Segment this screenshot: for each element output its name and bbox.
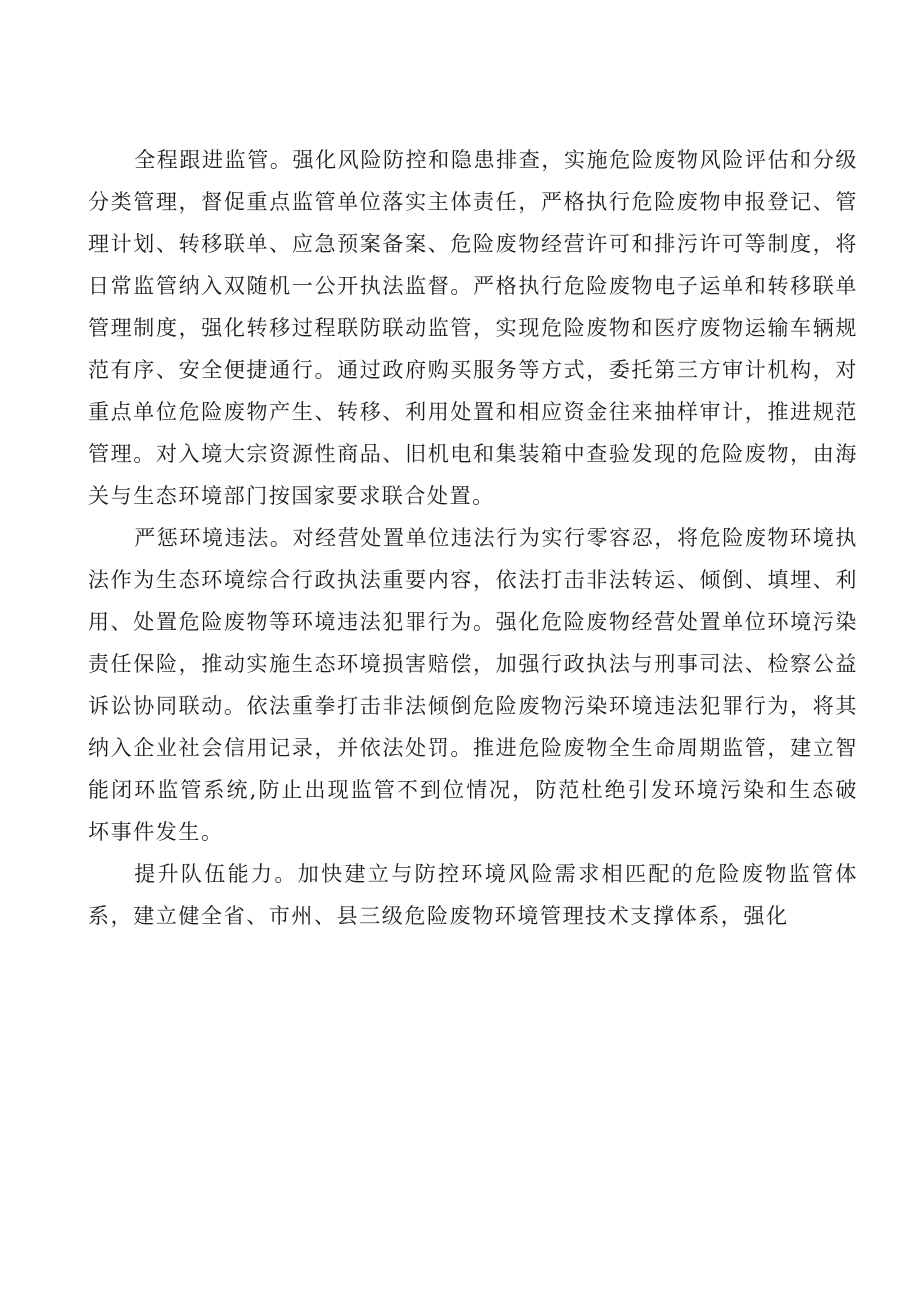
paragraph-full-process-supervision: 全程跟进监管。强化风险防控和隐患排查，实施危险废物风险评估和分级分类管理，督促重点监管单位落实主体责任，严格执行危险废物申报登记、管理计划、转移联单、应急预案备案、危险废物经营许可和排污许可等制度，将日常监管纳入双随机一公开执法监督。严格执行危险废物电子运单和转移联单管理制度，强化转移过程联防联动监管，实现危险废物和医疗废物运输车辆规范有序、安全便捷通行。通过政府购买服务等方式，委托第三方审计机构，对重点单位危险废物产生、转移、利用处置和相应资金往来抽样审计，推进规范管理。对入境大宗资源性商品、旧机电和集装箱中查验发现的危险废物，由海关与生态环境部门按国家要求联合处置。: [88, 148, 858, 508]
paragraph-punish-environmental-violations: 严惩环境违法。对经营处置单位违法行为实行零容忍，将危险废物环境执法作为生态环境综合行政执法重要内容，依法打击非法转运、倾倒、填埋、利用、处置危险废物等环境违法犯罪行为。强化危险废物经营处置单位环境污染责任保险，推动实施生态环境损害赔偿，加强行政执法与刑事司法、检察公益诉讼协同联动。依法重拳打击非法倾倒危险废物污染环境违法犯罪行为，将其纳入企业社会信用记录，并依法处罚。推进危险废物全生命周期监管，建立智能闭环监管系统,防止出现监管不到位情况，防范杜绝引发环境污染和生态破坏事件发生。: [88, 526, 858, 844]
document-body: [88, 139, 858, 937]
paragraph-improve-team-capability: 提升队伍能力。加快建立与防控环境风险需求相匹配的危险废物监管体系，建立健全省、市州、县三级危险废物环境管理技术支撑体系，强化: [88, 862, 858, 928]
